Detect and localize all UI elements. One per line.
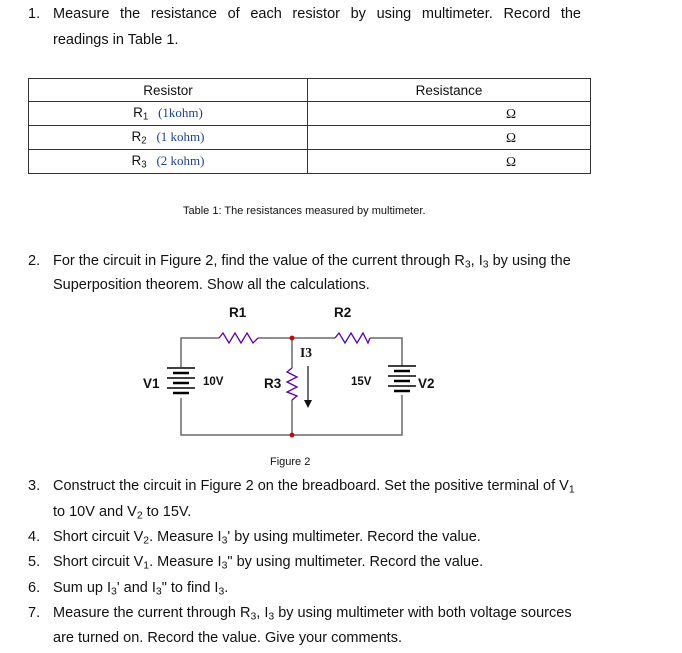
- text-span: ' by using multimeter. Record the value.: [227, 529, 481, 545]
- text-span: by using the: [488, 253, 571, 269]
- label-i3: I3: [300, 345, 313, 360]
- table-row: [29, 150, 591, 174]
- step-6-text: [53, 580, 228, 598]
- step-1-text-line2: readings in Table 1.: [53, 32, 179, 48]
- resistor-name: R: [131, 152, 142, 168]
- text-span: Sum up I: [53, 580, 112, 596]
- subscript: 3: [221, 560, 228, 572]
- resistor-nominal: (2 kohm): [156, 152, 205, 168]
- step-6-number: 6.: [28, 580, 41, 596]
- label-r3: R3: [264, 376, 282, 391]
- resistance-cell: Ω: [308, 150, 591, 174]
- text-span: . Measure I: [149, 554, 222, 570]
- subscript: 3: [218, 586, 225, 598]
- label-r1: R1: [229, 305, 247, 320]
- resistance-table: [28, 78, 591, 174]
- step-4-text: [53, 529, 481, 547]
- table-row: [29, 102, 591, 126]
- step-7-text-line2: are turned on. Record the value. Give your comments.: [53, 630, 402, 646]
- resistor-cell: [29, 126, 308, 150]
- resistor-cell: [29, 150, 308, 174]
- step-1-text-line1: Measure the resistance of each resistor by using multimeter. Record the: [53, 6, 581, 22]
- subscript: 3: [221, 535, 228, 547]
- table-header-row: [29, 79, 591, 102]
- step-5-text: [53, 554, 483, 572]
- text-span: Construct the circuit in Figure 2 on the breadboard. Set the positive terminal of V: [53, 478, 569, 494]
- resistor-subscript: 3: [141, 159, 147, 171]
- resistor-cell: [29, 102, 308, 126]
- node-bottom: [290, 433, 295, 438]
- text-span: , I: [256, 605, 269, 621]
- subscript: 1: [568, 484, 575, 496]
- label-v1: V1: [143, 376, 160, 391]
- resistor-name: R: [131, 128, 142, 144]
- resistor-r2: [335, 333, 370, 343]
- text-span: Short circuit V: [53, 554, 144, 570]
- text-span: , I: [470, 253, 483, 269]
- resistance-cell: Ω: [308, 126, 591, 150]
- table-row: [29, 126, 591, 150]
- current-arrow-head: [304, 400, 312, 408]
- text-span: to 15V.: [142, 504, 192, 520]
- subscript: 2: [136, 510, 143, 522]
- text-span: .: [224, 580, 229, 596]
- resistor-subscript: 2: [141, 135, 147, 147]
- subscript: 3: [268, 611, 275, 623]
- battery-v1: [167, 368, 195, 393]
- header-resistance: Resistance: [308, 79, 591, 102]
- label-v1-value: 10V: [203, 376, 224, 388]
- subscript: 1: [143, 560, 150, 572]
- text-span: " by using multimeter. Record the value.: [227, 554, 484, 570]
- step-3-text-line2: [53, 504, 191, 522]
- resistance-cell: Ω: [308, 102, 591, 126]
- label-v2: V2: [418, 376, 435, 391]
- step-2-number: 2.: [28, 253, 41, 269]
- node-top: [290, 336, 295, 341]
- text-span: Measure the current through R: [53, 605, 251, 621]
- step-7-text-line1: [53, 605, 572, 623]
- header-resistor: Resistor: [29, 79, 308, 102]
- circuit-diagram: [0, 295, 682, 445]
- step-3-text-line1: [53, 478, 575, 496]
- subscript: 3: [250, 611, 257, 623]
- step-7-number: 7.: [28, 605, 41, 621]
- label-r2: R2: [334, 305, 352, 320]
- text-span: For the circuit in Figure 2, find the value of the current through R: [53, 253, 465, 269]
- figure-caption: Figure 2: [270, 456, 311, 468]
- resistor-nominal: (1kohm): [158, 104, 203, 120]
- resistor-r1: [219, 333, 258, 343]
- label-v2-value: 15V: [351, 376, 372, 388]
- resistor-name: R: [133, 104, 143, 120]
- table-caption: Table 1: The resistances measured by multimeter.: [183, 205, 426, 217]
- text-span: by using multimeter with both voltage sources: [274, 605, 572, 621]
- subscript: 2: [143, 535, 150, 547]
- step-2-text-line2: Superposition theorem. Show all the calculations.: [53, 277, 370, 293]
- wire-top-left: [181, 338, 219, 367]
- step-3-number: 3.: [28, 478, 41, 494]
- step-4-number: 4.: [28, 529, 41, 545]
- resistor-subscript: 1: [142, 111, 149, 123]
- text-span: to 10V and V: [53, 504, 137, 520]
- subscript: 3: [155, 586, 162, 598]
- subscript: 3: [482, 259, 489, 271]
- subscript: 3: [464, 259, 471, 271]
- wire-top-right: [370, 338, 402, 366]
- step-2-text-line1: [53, 253, 571, 271]
- resistor-nominal: (1 kohm): [156, 128, 205, 144]
- step-5-number: 5.: [28, 554, 41, 570]
- text-span: " to find I: [161, 580, 219, 596]
- text-span: ' and I: [116, 580, 156, 596]
- step-1-number: 1.: [28, 6, 41, 22]
- battery-v2: [388, 366, 416, 391]
- text-span: . Measure I: [149, 529, 222, 545]
- resistor-r3: [287, 368, 297, 400]
- text-span: Short circuit V: [53, 529, 144, 545]
- subscript: 3: [111, 586, 117, 598]
